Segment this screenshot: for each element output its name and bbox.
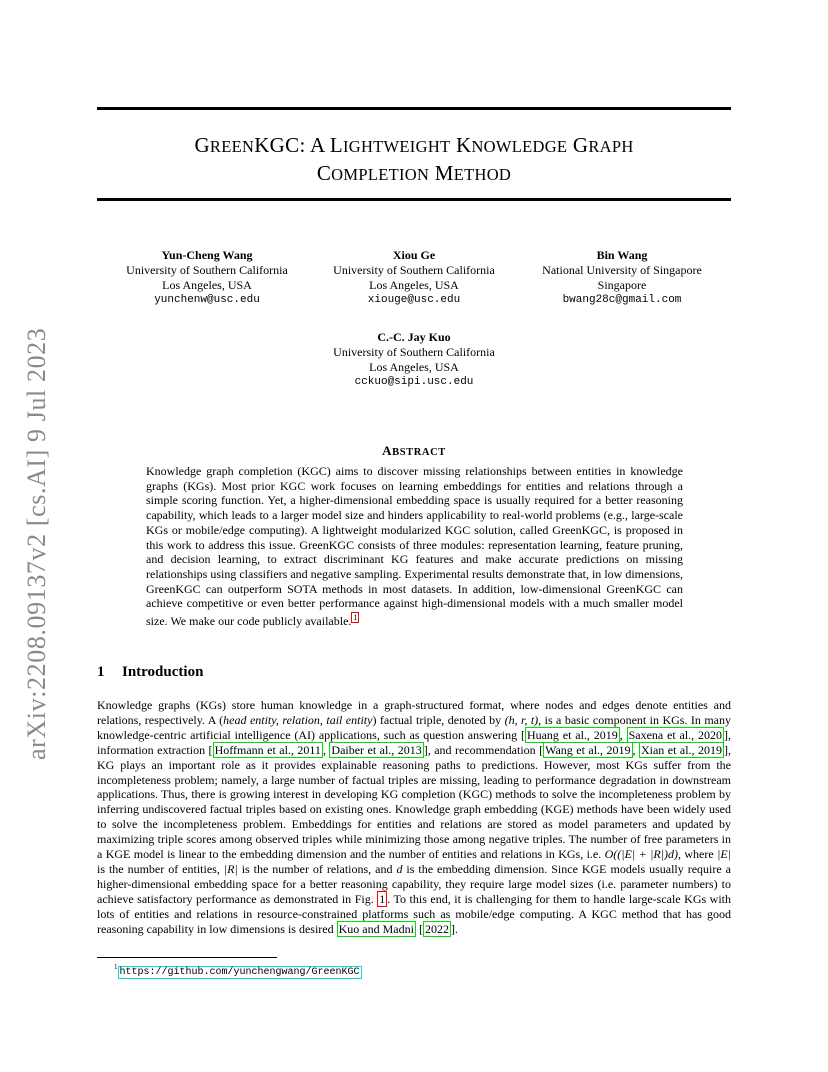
citation-link[interactable]: Hoffmann et al., 2011 <box>214 742 321 757</box>
title-top-rule <box>97 107 731 110</box>
author-affiliation: National University of Singapore <box>542 263 702 277</box>
author-email[interactable]: cckuo@sipi.usc.edu <box>354 376 474 388</box>
author-block <box>107 248 307 308</box>
citation-link[interactable]: Saxena et al., 2020 <box>628 727 723 742</box>
author-block <box>314 248 514 308</box>
footnote-url-link[interactable]: https://github.com/yunchengwang/GreenKGC <box>119 966 360 978</box>
author-block <box>314 330 514 390</box>
arxiv-sidebar-stamp: arXiv:2208.09137v2 [cs.AI] 9 Jul 2023 <box>22 327 51 760</box>
citation-link[interactable]: 2022 <box>424 921 449 936</box>
citation-link[interactable]: Huang et al., 2019 <box>526 727 618 742</box>
author-location: Los Angeles, USA <box>369 360 459 374</box>
introduction-paragraph: Knowledge graphs (KGs) store human knowledge in a graph-structured format, where nodes and edges denote entities and relations, respectively. A (head entity, relation, tail entity) factual triple, denoted by (h, r, t), is a basic component in KGs. In many knowledge-centric artificial intelligence (AI) applications, such as question answering [ Huang et al., 2019 , Saxena et al., 2020 ], information extraction [ Hoffmann et al., 2011 , Daiber et al., 2013 ], and recommendation [ Wang et al., 2019 , Xian et al., 2019 ], KG plays an important role as it provides explainable reasoning paths to predictions. However, most KGs suffer from the incompleteness problem; namely, a large number of factual triples are missing, leading to performance degradation in downstream applications. Thus, there is growing interest in developing KG completion (KGC) methods to solve the incompleteness problem by inferring undiscovered factual triples based on existing ones. Knowledge graph embedding (KGE) methods have been widely used to solve the incompleteness problem. Embeddings for entities and relations are stored as model parameters and updated by maximizing triple scores among observed triples while minimizing those among negative triples. The number of free parameters in a KGE model is linear to the embedding dimension and the number of entities and relations in KGs, i.e. O((|E| + |R|)d), where |E| is the number of entities, |R| is the number of relations, and d is the embedding dimension. Since KGE models usually require a higher-dimensional embedding space for a better reasoning capability, they require large model sizes (i.e. parameter numbers) to achieve satisfactory performance as demonstrated in Fig. 1 . To this end, it is challenging for them to handle large-scale KGs with lots of entities and relations in resource-constrained platforms such as mobile/edge computing. A KGC method that has good reasoning capability in low dimensions is desired Kuo and Madni [ 2022 ]. <box>97 698 732 936</box>
footnote: $^1$ https://github.com/yunchengwang/GreenKGC <box>114 963 360 978</box>
author-email[interactable]: bwang28c@gmail.com <box>562 294 682 306</box>
citation-link[interactable]: Daiber et al., 2013 <box>331 742 422 757</box>
citation-link[interactable]: Wang et al., 2019 <box>545 742 631 757</box>
author-location: Los Angeles, USA <box>369 278 459 292</box>
footnote-link[interactable]: 1 <box>353 613 358 623</box>
section-heading: 1 Introduction <box>97 664 204 680</box>
figure-link[interactable]: 1 <box>379 891 386 906</box>
paper-title: GREENKGC: A LIGHTWEIGHT KNOWLEDGE GRAPH COMPLETION METHOD <box>194 133 634 185</box>
author-affiliation: University of Southern California <box>333 345 495 359</box>
author-name: Yun-Cheng Wang <box>161 248 253 262</box>
abstract-heading: ABSTRACT <box>382 443 446 458</box>
footnote-rule <box>97 957 277 958</box>
abstract-text: Knowledge graph completion (KGC) aims to discover missing relationships between entities in knowledge graphs (KGs). Most prior KGC work focuses on learning embeddings for entities and relations through a simple scoring function. Yet, a higher-dimensional embedding space is usually required for a better reasoning capability, which leads to a larger model size and hinders applicability to real-world problems (e.g., large-scale KGs or mobile/edge computing). A lightweight modularized KGC solution, called GreenKGC, is proposed in this work to address this issue. GreenKGC consists of three modules: representation learning, feature pruning, and decision learning, to extract discriminant KG features and make accurate predictions on missing relationships using classifiers and negative sampling. Experimental results demonstrate that, in low dimensions, GreenKGC can outperform SOTA methods in most datasets. In addition, low-dimensional GreenKGC can achieve competitive or even better performance against high-dimensional models with a much smaller model size. We make our code publicly available. $^1$ <box>146 464 683 629</box>
author-name: Bin Wang <box>596 248 648 262</box>
author-name: C.-C. Jay Kuo <box>377 330 451 344</box>
author-affiliation: University of Southern California <box>333 263 495 277</box>
citation-link[interactable]: Xian et al., 2019 <box>640 742 723 757</box>
title-bottom-rule <box>97 198 731 201</box>
author-affiliation: University of Southern California <box>126 263 288 277</box>
author-email[interactable]: yunchenw@usc.edu <box>154 294 260 306</box>
author-location: Los Angeles, USA <box>162 278 252 292</box>
author-email[interactable]: xiouge@usc.edu <box>367 294 461 306</box>
author-block <box>522 248 722 308</box>
citation-link[interactable]: Kuo and Madni <box>338 921 414 936</box>
author-location: Singapore <box>597 278 647 292</box>
author-name: Xiou Ge <box>392 248 436 262</box>
